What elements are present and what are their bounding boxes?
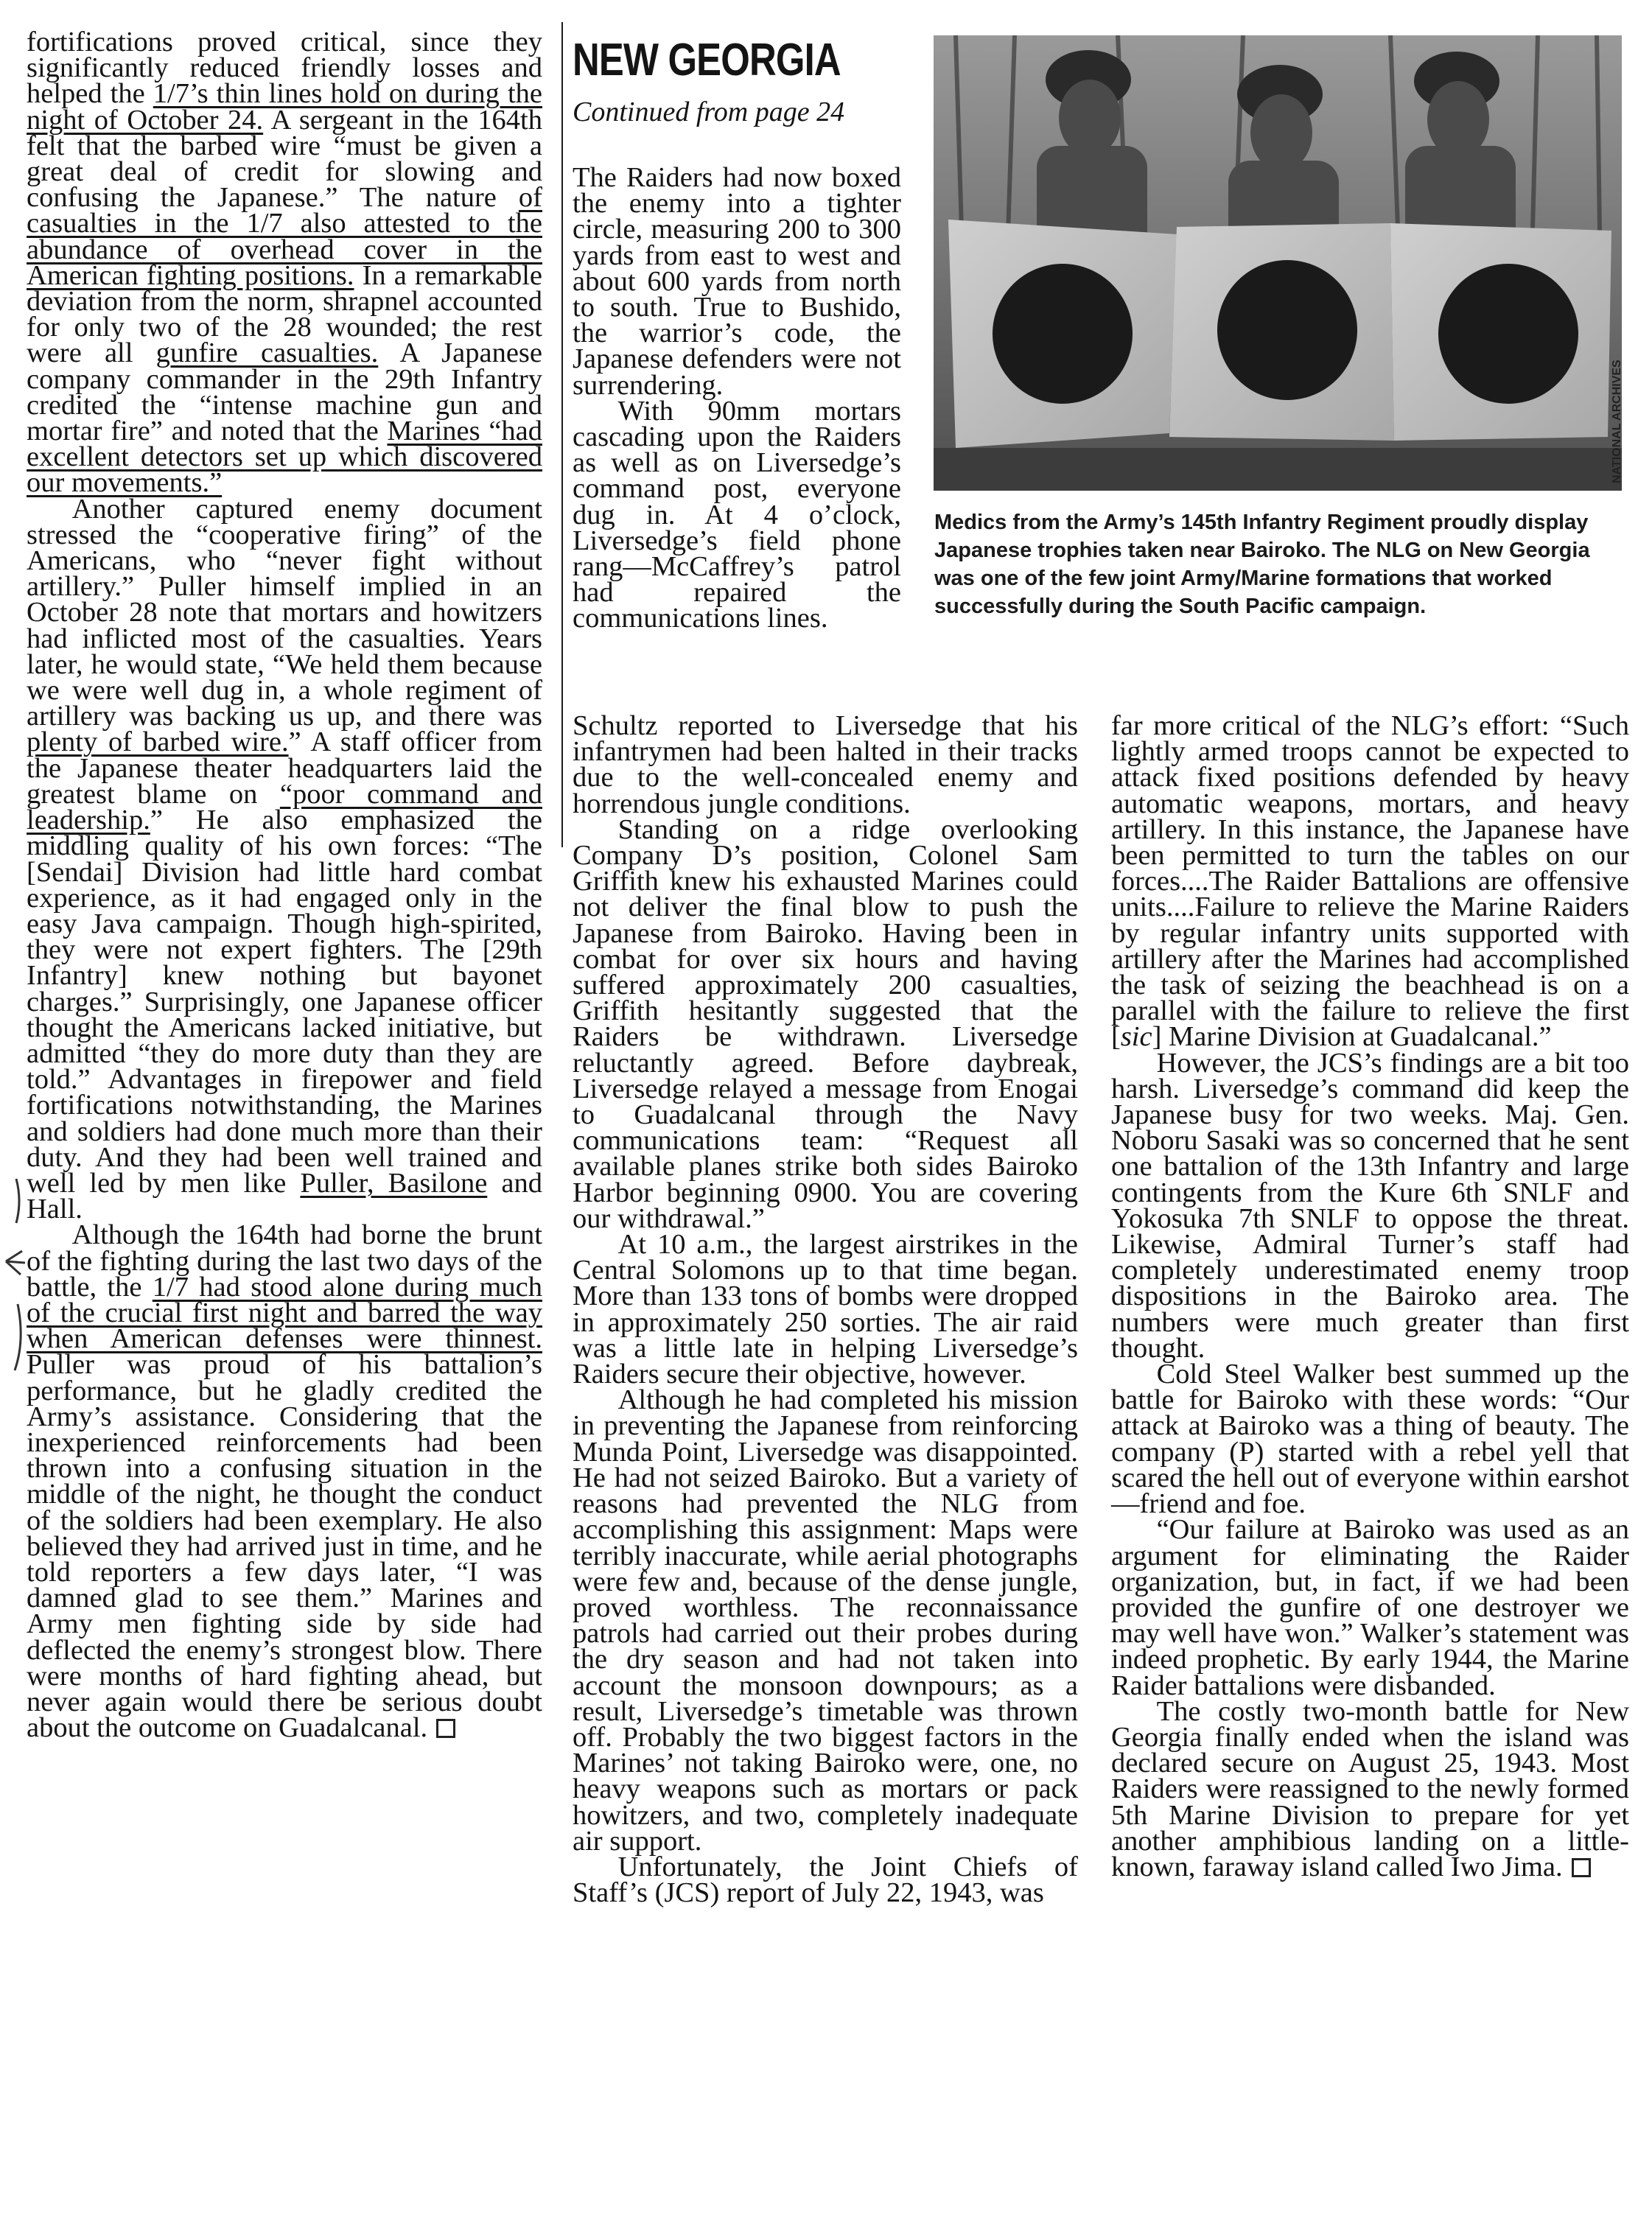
text-run: fortifications proved critical, since they significantly reduced friendly losses and helped the — [27, 27, 542, 110]
text-run: Although the 164th had borne the brunt of the fighting during the last two days of the battle, the — [27, 1219, 542, 1303]
underlined-text: 1/7 had stood alone during much of the crucial first night and barred the way when American defenses were thinnest. — [27, 1271, 542, 1355]
article-column-2-top — [573, 162, 901, 634]
paragraph — [27, 493, 542, 1225]
text-run: ” A staff officer from the Japanese theater headquarters laid the greatest blame on — [27, 726, 542, 810]
archival-photo — [934, 35, 1622, 491]
text-run: ” He also emphasized the middling quality of his own forces: “The [Sendai] Division had little hard combat experience, as it had engaged only in the easy Java campaign. Though high-spirited, they were not expert fighters. The [29th Infantry] knew nothing but bayonet charges.” Surprisingly, one Japanese officer thought the Americans lacked initiative, but admitted “they do more duty than they are told.” Advantages in firepower and field fortifications notwithstanding, the Marines and soldiers had done much more than their duty. And they had been well trained and well led by men like — [27, 805, 542, 1199]
paragraph — [27, 1219, 542, 1744]
paragraph: Cold Steel Walker best summed up the battle for Bairoko with these words: “Our attack at Bairoko was a thing of beauty. The company (P) started with a rebel yell that scared the hell out of everyone within earshot—friend and foe. — [1111, 1359, 1629, 1520]
text-run: and Hall. — [27, 1167, 542, 1225]
underlined-text: Marines “had excellent detectors set up which discovered our movements.” — [27, 416, 542, 499]
underlined-text: gunfire casualties. — [155, 337, 379, 369]
paragraph: Schultz reported to Liversedge that his infantrymen had been halted in their tracks due to the well-concealed enemy and horrendous jungle conditions. — [573, 710, 1078, 819]
paragraph: Unfortunately, the Joint Chiefs of Staff’s (JCS) report of July 22, 1943, was — [573, 1851, 1078, 1909]
column-rule — [561, 22, 563, 847]
photo-caption: Medics from the Army’s 145th Infantry Regiment proudly display Japanese trophies taken near Bairoko. The NLG on New Georgia was one of the few joint Army/Marine formations that worked successfully during the South Pacific campaign. — [934, 511, 1590, 618]
continued-from-line: Continued from page 24 — [573, 97, 845, 127]
text-run: Another captured enemy document stressed the “cooperative firing” of the Americans, who “never fight without artillery.” Puller himself implied in an October 28 note that mortars and howitzers had inflicted most of the casualties. Years later, he would state, “We held them because we were well dug in, a whole regiment of artillery was backing us up, and there was — [27, 493, 542, 732]
underlined-text: 1/7’s thin lines hold on during the night of October 24. — [27, 78, 542, 136]
underlined-text: of casualties in the 1/7 also attested to the abundance of overhead cover in the American fighting positions. — [27, 182, 542, 291]
paragraph — [1111, 710, 1629, 1053]
photo-credit: NATIONAL ARCHIVES — [1611, 360, 1623, 483]
paragraph — [27, 29, 542, 497]
article-column-2-bottom — [573, 710, 1078, 1909]
paragraph: With 90mm mortars cascading upon the Raiders as well as on Liversedge’s command post, everyone dug in. At 4 o’clock, Liversedge’s field phone rang—McCaffrey’s patrol had repaired the communications lines. — [573, 395, 901, 634]
text-run: A Japanese company commander in the 29th Infantry credited the “intense machine gun and mortar fire” and noted that the — [27, 337, 542, 447]
end-of-article-mark — [436, 1719, 455, 1738]
end-of-article-mark — [1572, 1858, 1591, 1877]
paragraph: The Raiders had now boxed the enemy into a tighter circle, measuring 200 to 300 yards from east to west and about 600 yards from north to south. True to Bushido, the warrior’s code, the Japanese defenders were not surrendering. — [573, 162, 901, 401]
text-run: A sergeant in the 164th felt that the barbed wire “must be given a great deal of credit for slowing and confusing the Japanese.” The nature — [27, 104, 542, 214]
paragraph: Although he had completed his mission in preventing the Japanese from reinforcing Munda Point, Liversedge was disappointed. He had not seized Bairoko. But a variety of reasons had prevented the NLG from accomplishing this assignment: Maps were terribly inaccurate, while aerial photographs were few and, because of the dense jungle, proved worthless. The reconnaissance patrols had carried out their probes during the dry season and had not taken into account the monsoon downpours; as a result, Liversedge’s timetable was thrown off. Probably the two biggest factors in the Marines’ not taking Bairoko were, one, no heavy weapons such as mortars or pack howitzers, and two, completely inadequate air support. — [573, 1384, 1078, 1857]
paragraph: “Our failure at Bairoko was used as an argument for eliminating the Raider organization, but, in fact, if we had been provided the gunfire of one destroyer we may well have won.” Walker’s statement was indeed prophetic. By early 1944, the Marine Raider battalions were disbanded. — [1111, 1514, 1629, 1701]
underlined-text: “poor command and leadership. — [27, 778, 542, 836]
underlined-text: plenty of barbed wire. — [27, 726, 289, 758]
sic-italic: sic — [1120, 1021, 1152, 1053]
handwritten-margin-marks — [0, 1171, 29, 2225]
article-column-1 — [27, 27, 543, 1744]
text-run: In a remarkable deviation from the norm, shrapnel accounted for only two of the 28 wounded; the rest were all — [27, 259, 543, 369]
paragraph: However, the JCS’s findings are a bit too harsh. Liversedge’s command did keep the Japanese busy for two weeks. Maj. Gen. Noboru Sasaki was so concerned that he sent one battalion of the 13th Infantry and large contingents from the Kure 6th SNLF and Yokosuka 7th SNLF to oppose the threat. Likewise, Admiral Turner’s staff had completely underestimated enemy troop dispositions in the Bairoko area. The numbers were much greater than first thought. — [1111, 1047, 1629, 1364]
text-run: The costly two-month battle for New Georgia finally ended when the island was declared secure on August 25, 1943. Most Raiders were reassigned to the newly formed 5th Marine Division to prepare for yet another amphibious landing on a little-known, faraway island called Iwo Jima. — [1111, 1695, 1629, 1882]
article-column-3 — [1111, 710, 1629, 1882]
paragraph — [1111, 1695, 1629, 1882]
text-run: ] Marine Division at Guadalcanal.” — [1152, 1021, 1552, 1053]
text-run: far more critical of the NLG’s effort: “Such lightly armed troops cannot be expected to attack fixed positions defended by heavy automatic weapons, mortars, and heavy artillery. In this instance, the Japanese have been permitted to turn the tables on our forces....The Raider Battalions are offensive units....Failure to relieve the Marine Raiders by regular infantry units supported with artillery after the Marines had accomplished the task of seizing the beachhead is on a parallel with the failure to relieve the first [ — [1111, 710, 1629, 1053]
underlined-text: Puller, Basilone — [300, 1167, 488, 1199]
page-title: NEW GEORGIA — [573, 35, 841, 85]
text-run: Puller was proud of his battalion’s performance, but he gladly credited the Army’s assistance. Considering that the inexperienced reinforcements had been thrown into a confusing situation in the middle of the night, he thought the conduct of the soldiers had been exemplary. He also believed they had arrived just in time, and he told reporters a few days later, “I was damned glad to see them.” Marines and Army men fighting side by side had deflected the enemy’s strongest blow. There were months of hard fighting ahead, but never again would there be serious doubt about the outcome on Guadalcanal. — [27, 1349, 542, 1744]
paragraph: Standing on a ridge overlooking Company D’s position, Colonel Sam Griffith knew his exhausted Marines could not deliver the final blow to push the Japanese from Bairoko. Having been in combat for over six hours and having suffered approximately 200 casualties, Griffith hesitantly suggested that the Raiders be withdrawn. Liversedge reluctantly agreed. Before daybreak, Liversedge relayed a message from Enogai to Guadalcanal through the Navy communications team: “Request all available planes strike both sides Bairoko Harbor beginning 0900. You are covering our withdrawal.” — [573, 813, 1078, 1234]
paragraph: At 10 a.m., the largest airstrikes in the Central Solomons up to that time began. More than 133 tons of bombs were dropped in approximately 250 sorties. The air raid was a little late in helping Liversedge’s Raiders secure their objective, however. — [573, 1229, 1078, 1390]
photo-illustration — [934, 35, 1622, 491]
